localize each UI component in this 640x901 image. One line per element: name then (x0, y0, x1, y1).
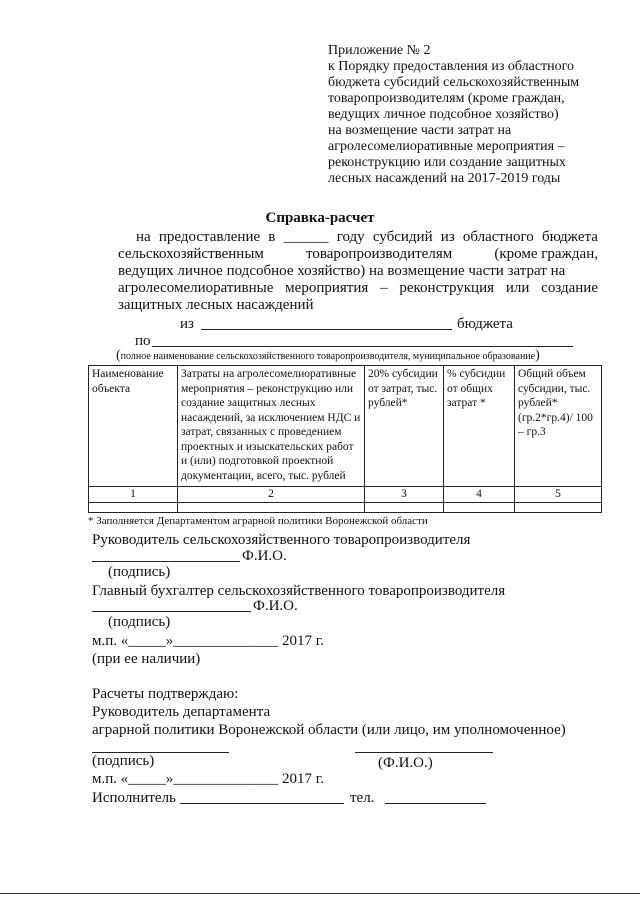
intro-word: областного (462, 229, 534, 245)
dept-name: аграрной политики Воронежской области (или лицо, им уполномоченное) (92, 722, 566, 738)
appendix-line: лесных насаждений на 2017-2019 годы (328, 171, 561, 186)
table-number-row (89, 487, 602, 503)
intro-line-1 (136, 229, 598, 245)
appendix-line: Приложение № 2 (328, 43, 431, 58)
field-note (116, 349, 540, 364)
table-header-cell: Затраты на агролесомелиоративные мероприятия – реконструкцию или создание защитных лесных насаждений, за исключением НДС и затрат, связанных с проведением проектных и изыскательских работ и (или) подготовкой проектной документации, всего, тыс. рублей (178, 366, 365, 487)
stamp-note: (при ее наличии) (92, 651, 201, 667)
budget-name-field[interactable] (201, 329, 452, 330)
confirm-label: Расчеты подтверждаю: (92, 686, 239, 702)
intro-word: бюджета (541, 229, 598, 245)
intro-word: реконструкция (399, 280, 495, 296)
year-blank: ______ (283, 229, 329, 245)
dept-fio-line[interactable] (355, 752, 493, 753)
intro-line-5: защитных лесных насаждений (118, 297, 314, 313)
table-header-cell: Наименование объекта (89, 366, 178, 487)
by-label: по (135, 333, 151, 349)
intro-word: или (505, 280, 530, 296)
head-signature-line[interactable] (92, 561, 240, 562)
tel-field[interactable] (385, 803, 486, 804)
table-header-row (89, 366, 602, 487)
stamp-date-2: м.п. «_____»______________ 2017 г. (92, 771, 324, 787)
intro-word: на (136, 229, 151, 245)
intro-word: товаропроизводителям (306, 246, 453, 262)
table-row (89, 502, 602, 512)
executor-label: Исполнитель (92, 790, 176, 806)
accountant-signature-line[interactable] (92, 611, 251, 612)
appendix-line: бюджета субсидий сельскохозяйственным (328, 75, 580, 90)
dept-sign-label: (подпись) (92, 753, 155, 769)
intro-word: предоставление (158, 229, 261, 245)
intro-line-3: ведущих личное подсобное хозяйство) на возмещение части затрат на (118, 263, 566, 279)
appendix-line: на возмещение части затрат на (328, 123, 512, 138)
intro-word: году (336, 229, 365, 245)
calculation-table (88, 365, 602, 513)
column-number: 4 (444, 487, 515, 503)
table-cell[interactable] (444, 502, 515, 512)
producer-name-field[interactable] (152, 346, 573, 347)
intro-line-4 (118, 280, 598, 296)
appendix-line: агролесомелиоративные мероприятия – (328, 139, 565, 154)
note-paren: ( (116, 348, 121, 363)
intro-word: мероприятия (285, 280, 369, 296)
footnote: * Заполняется Департаментом аграрной политики Воронежской области (88, 515, 428, 527)
note-text: полное наименование сельскохозяйственного товаропроизводителя, муниципальное образование (120, 351, 536, 362)
table-header-cell: Общий объем субсидии, тыс. рублей* (гр.2*гр.4)/ 100 – гр.3 (515, 366, 602, 487)
column-number: 1 (89, 487, 178, 503)
column-number: 3 (365, 487, 444, 503)
intro-word: в (268, 229, 276, 245)
column-number: 2 (178, 487, 365, 503)
column-number: 5 (515, 487, 602, 503)
table-cell[interactable] (89, 502, 178, 512)
appendix-line: товаропроизводителям (кроме граждан, (328, 91, 565, 106)
tel-label: тел. (350, 790, 375, 806)
executor-name-field[interactable] (180, 803, 344, 804)
table-cell[interactable] (178, 502, 365, 512)
intro-word: агролесомелиоративные (118, 280, 274, 296)
intro-word: из (440, 229, 455, 245)
dept-head-title: Руководитель департамента (92, 704, 271, 720)
document-title: Справка-расчет (265, 210, 375, 226)
intro-word: сельскохозяйственным (118, 246, 264, 262)
page-bottom-rule (0, 893, 640, 894)
accountant-fio: Ф.И.О. (253, 598, 298, 614)
accountant-sign-label: (подпись) (108, 614, 171, 630)
from-label: из (180, 316, 194, 332)
table-header-cell: 20% субсидии от затрат, тыс. рублей* (365, 366, 444, 487)
dept-fio-label: (Ф.И.О.) (378, 755, 433, 771)
intro-word: субсидий (372, 229, 433, 245)
head-sign-label: (подпись) (108, 564, 171, 580)
intro-word: создание (541, 280, 598, 296)
intro-word: – (380, 280, 388, 296)
stamp-date-1: м.п. «_____»______________ 2017 г. (92, 633, 324, 649)
head-title: Руководитель сельскохозяйственного товаропроизводителя (92, 532, 471, 548)
intro-word: (кроме граждан, (494, 246, 598, 262)
note-paren: ) (535, 348, 540, 363)
appendix-line: к Порядку предоставления из областного (328, 59, 575, 74)
accountant-title: Главный бухгалтер сельскохозяйственного товаропроизводителя (92, 583, 506, 599)
table-header-cell: % субсидии от общих затрат * (444, 366, 515, 487)
table-cell[interactable] (515, 502, 602, 512)
table-cell[interactable] (365, 502, 444, 512)
head-fio: Ф.И.О. (242, 548, 287, 564)
budget-label: бюджета (457, 316, 513, 332)
appendix-line: ведущих личное подсобное хозяйство) (328, 107, 559, 122)
intro-line-2 (118, 246, 598, 262)
appendix-line: реконструкцию или создание защитных (328, 155, 566, 170)
